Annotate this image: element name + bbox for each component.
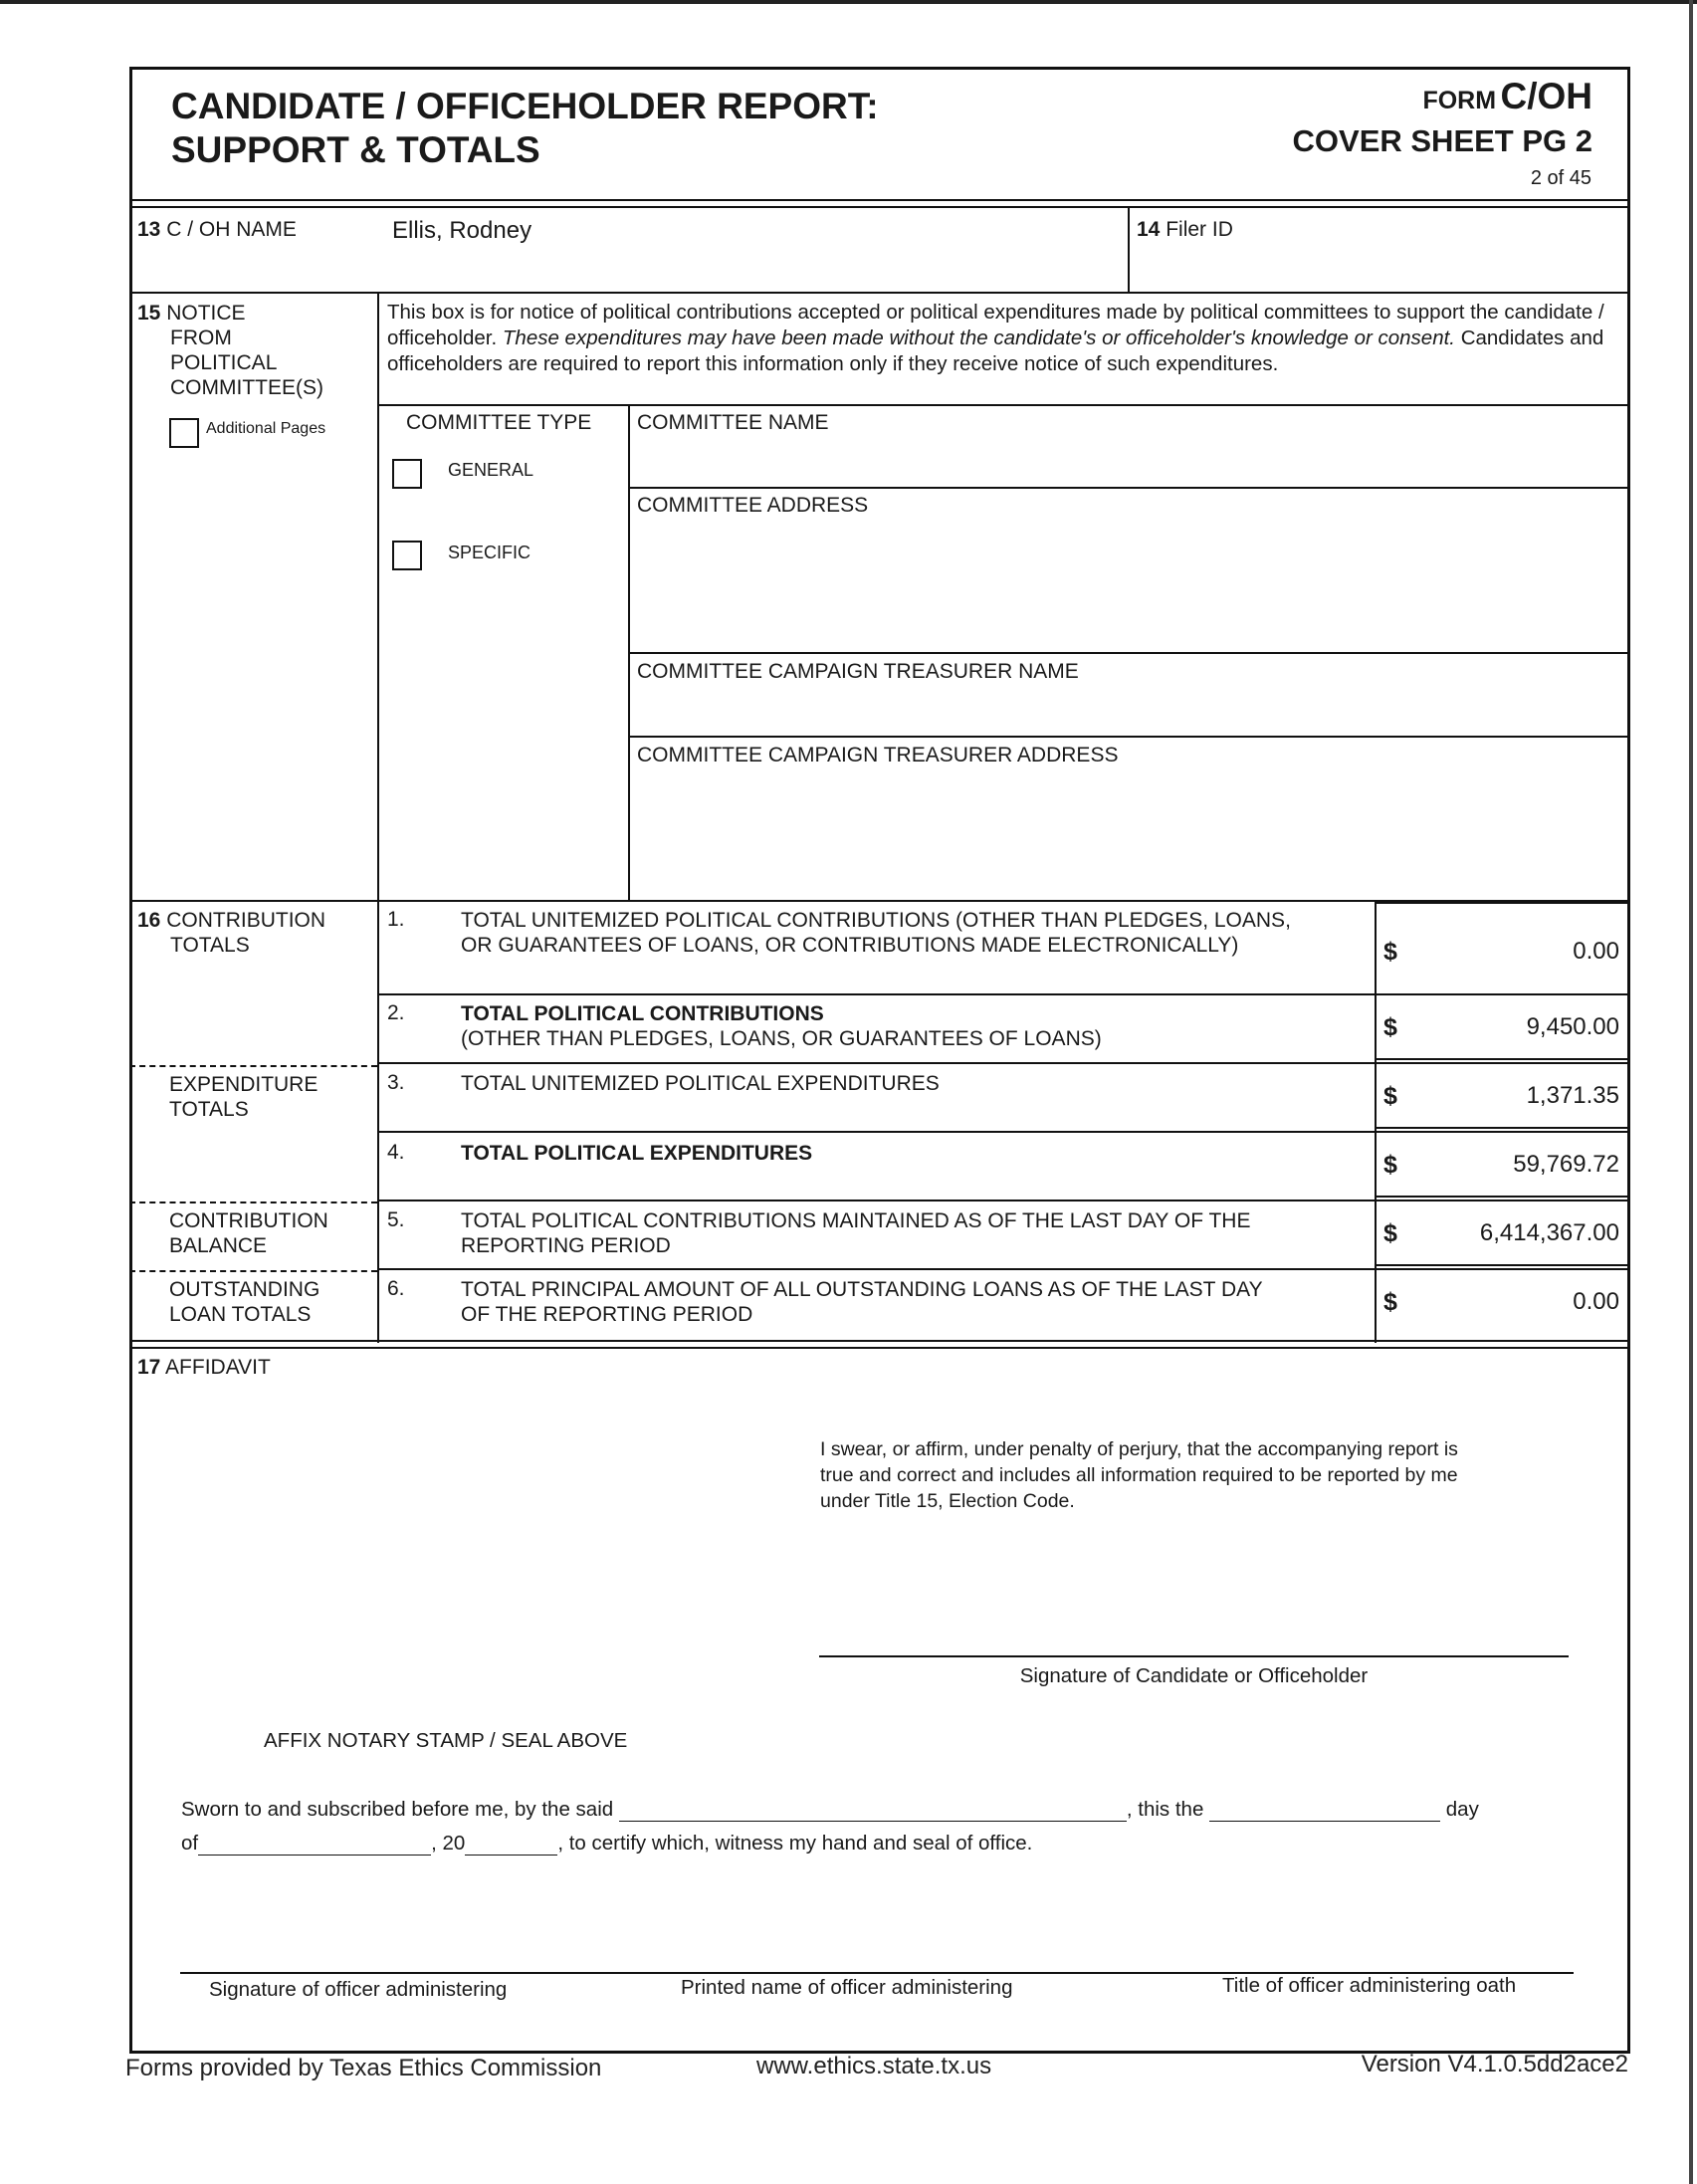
divider xyxy=(129,206,1630,208)
divider xyxy=(1375,1196,1630,1198)
specific-checkbox[interactable] xyxy=(392,541,422,570)
dollar-sign: $ xyxy=(1383,1288,1397,1316)
page-counter: 2 of 45 xyxy=(1530,167,1591,189)
report-title-line2: SUPPORT & TOTALS xyxy=(171,129,540,170)
contribution-balance-label: CONTRIBUTION BALANCE xyxy=(169,1209,328,1257)
divider xyxy=(1375,1127,1630,1129)
divider xyxy=(129,292,1630,294)
expenditure-totals-label: EXPENDITURE TOTALS xyxy=(169,1073,318,1121)
amount-column-divider xyxy=(1375,902,1377,1343)
divider xyxy=(377,993,1630,995)
affidavit-label: 17 AFFIDAVIT xyxy=(137,1356,271,1379)
committee-address-label: COMMITTEE ADDRESS xyxy=(637,494,869,517)
divider xyxy=(129,199,1630,201)
row-3-description: TOTAL UNITEMIZED POLITICAL EXPENDITURES xyxy=(461,1072,940,1095)
divider xyxy=(377,1268,1630,1270)
notice-label: 15 NOTICE FROM POLITICAL COMMITTEE(S) xyxy=(137,302,323,399)
treasurer-address-label: COMMITTEE CAMPAIGN TREASURER ADDRESS xyxy=(637,744,1119,766)
divider xyxy=(1375,1264,1630,1266)
dollar-sign: $ xyxy=(1383,1082,1397,1110)
form-label: FORM xyxy=(1422,87,1497,114)
treasurer-name-label: COMMITTEE CAMPAIGN TREASURER NAME xyxy=(637,660,1079,683)
sworn-statement: Sworn to and subscribed before me, by the said , this the day xyxy=(181,1798,1479,1821)
contribution-balance-amount[interactable]: 6,414,367.00 xyxy=(1479,1219,1619,1246)
committee-name-label: COMMITTEE NAME xyxy=(637,411,829,434)
divider xyxy=(129,1347,1630,1349)
row-1-description: TOTAL UNITEMIZED POLITICAL CONTRIBUTIONS (OTHER THAN PLEDGES, LOANS, OR GUARANTEES OF LOANS, OR CONTRIBUTIONS MADE ELECTRONICALLY) xyxy=(461,909,1291,957)
divider xyxy=(1375,1058,1630,1060)
officer-signature-label: Signature of officer administering xyxy=(209,1978,508,2001)
cover-sheet-label: COVER SHEET PG 2 xyxy=(1292,123,1592,158)
additional-pages-checkbox[interactable] xyxy=(169,418,199,448)
footer-website[interactable]: www.ethics.state.tx.us xyxy=(756,2053,992,2079)
dollar-sign: $ xyxy=(1383,1151,1397,1179)
unitemized-contributions-amount[interactable]: 0.00 xyxy=(1573,938,1619,965)
divider xyxy=(1375,902,1630,904)
specific-label: SPECIFIC xyxy=(448,543,531,562)
unitemized-expenditures-amount[interactable]: 1,371.35 xyxy=(1526,1082,1619,1109)
form-id: C/OH xyxy=(1500,76,1592,116)
c-oh-name-value[interactable]: Ellis, Rodney xyxy=(392,217,532,244)
page-right-edge xyxy=(1689,0,1693,2184)
year-blank[interactable] xyxy=(465,1835,557,1856)
row-number: 2. xyxy=(387,1001,405,1024)
row-number: 1. xyxy=(387,908,405,931)
divider xyxy=(129,1065,377,1067)
day-blank[interactable] xyxy=(1209,1801,1440,1822)
outstanding-loans-amount[interactable]: 0.00 xyxy=(1573,1288,1619,1315)
divider xyxy=(377,1062,1630,1064)
total-contributions-amount[interactable]: 9,450.00 xyxy=(1526,1013,1619,1040)
divider xyxy=(129,1340,1630,1342)
row-number: 6. xyxy=(387,1277,405,1300)
divider xyxy=(628,652,1630,654)
page-top-edge xyxy=(0,0,1697,4)
row-number: 4. xyxy=(387,1141,405,1164)
c-oh-name-label: 13 C / OH NAME xyxy=(137,218,297,241)
contribution-totals-label: 16 CONTRIBUTION TOTALS xyxy=(137,909,326,957)
divider xyxy=(377,1200,1630,1201)
divider xyxy=(129,1201,377,1203)
officer-printed-name-label: Printed name of officer administering xyxy=(681,1976,1013,1999)
divider xyxy=(628,487,1630,489)
footer-version: Version V4.1.0.5dd2ace2 xyxy=(1361,2051,1628,2077)
divider xyxy=(1128,206,1130,294)
divider xyxy=(377,404,1630,406)
candidate-name-blank[interactable] xyxy=(619,1801,1127,1822)
left-column-divider xyxy=(377,294,379,1343)
report-title-line1: CANDIDATE / OFFICEHOLDER REPORT: xyxy=(171,86,879,126)
outstanding-loan-totals-label: OUTSTANDING LOAN TOTALS xyxy=(169,1278,320,1326)
signature-line[interactable] xyxy=(819,1655,1569,1657)
additional-pages-label: Additional Pages xyxy=(206,420,326,437)
divider xyxy=(628,736,1630,738)
filer-id-label: 14 Filer ID xyxy=(1137,218,1233,241)
officer-title-label: Title of officer administering oath xyxy=(1222,1974,1517,1997)
oath-text: I swear, or affirm, under penalty of perjury, that the accompanying report is true and correct and includes all information required to be reported by me under Title 15, Election Code. xyxy=(820,1438,1458,1512)
divider xyxy=(129,1270,377,1272)
dollar-sign: $ xyxy=(1383,1219,1397,1247)
certify-statement: of , 20 , to certify which, witness my hand and seal of office. xyxy=(181,1832,1033,1855)
total-expenditures-amount[interactable]: 59,769.72 xyxy=(1513,1151,1619,1178)
row-4-description: TOTAL POLITICAL EXPENDITURES xyxy=(461,1142,813,1165)
row-2-description: TOTAL POLITICAL CONTRIBUTIONS (OTHER THAN PLEDGES, LOANS, OR GUARANTEES OF LOANS) xyxy=(461,1002,1102,1050)
row-number: 5. xyxy=(387,1208,405,1231)
divider xyxy=(377,1131,1630,1133)
notice-text: This box is for notice of political contributions accepted or political expenditures made by political committees to support the candidate / officeholder. These expenditures may have been made without the candidate's or officeholder's knowledge or consent. Candidates and officeholders are required to report this information only if they receive notice of such expenditures. xyxy=(387,301,1604,375)
committee-type-label: COMMITTEE TYPE xyxy=(406,411,592,434)
notary-stamp-label: AFFIX NOTARY STAMP / SEAL ABOVE xyxy=(264,1729,628,1752)
candidate-signature-label: Signature of Candidate or Officeholder xyxy=(1019,1664,1369,1687)
row-number: 3. xyxy=(387,1071,405,1094)
general-label: GENERAL xyxy=(448,460,534,480)
footer-commission: Forms provided by Texas Ethics Commission xyxy=(125,2055,602,2081)
general-checkbox[interactable] xyxy=(392,459,422,489)
month-blank[interactable] xyxy=(198,1835,431,1856)
row-5-description: TOTAL POLITICAL CONTRIBUTIONS MAINTAINED AS OF THE LAST DAY OF THE REPORTING PERIOD xyxy=(461,1209,1251,1257)
row-6-description: TOTAL PRINCIPAL AMOUNT OF ALL OUTSTANDING LOANS AS OF THE LAST DAY OF THE REPORTING PERIOD xyxy=(461,1278,1263,1326)
form-id-block xyxy=(1393,76,1592,117)
dollar-sign: $ xyxy=(1383,1013,1397,1041)
dollar-sign: $ xyxy=(1383,938,1397,966)
